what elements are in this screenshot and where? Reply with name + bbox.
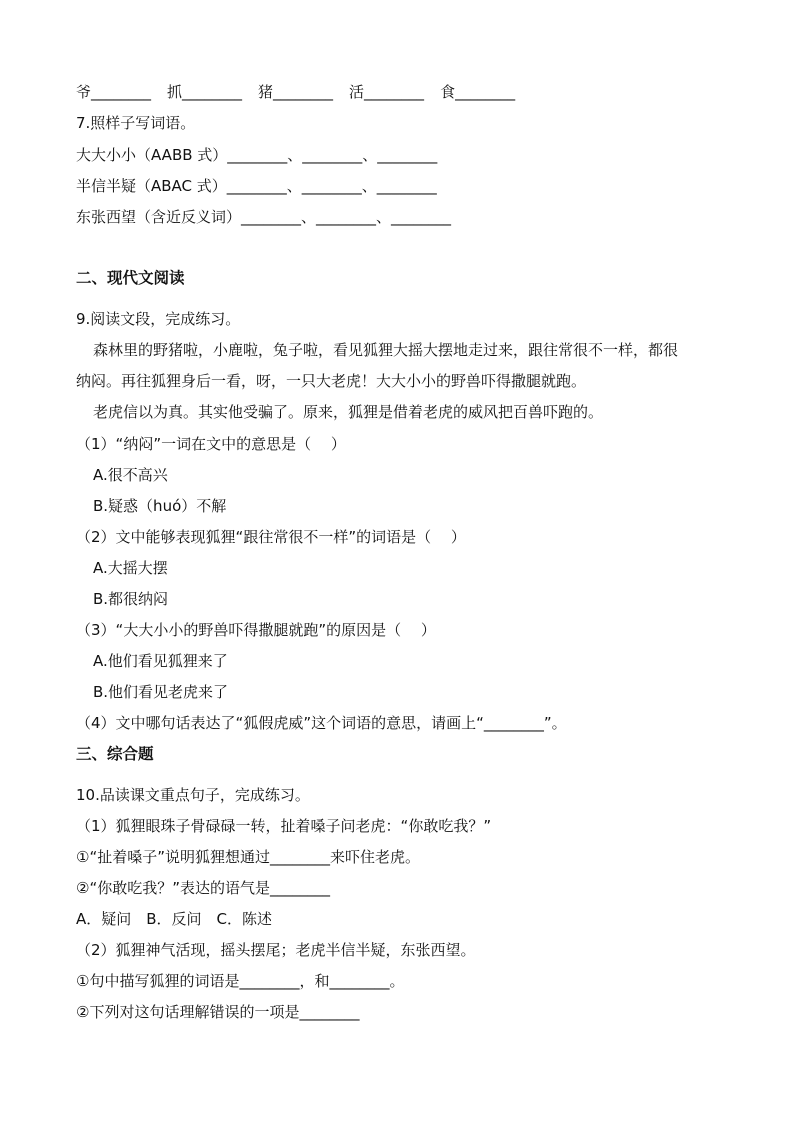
question-9-title: 9.阅读文段，完成练习。 <box>76 310 241 328</box>
section-heading-reading: 二、现代文阅读 <box>76 269 185 287</box>
question-10-2-a: ①句中描写狐狸的词语是________，和________。 <box>76 972 405 990</box>
blank-item-2: 抓________ <box>167 83 243 101</box>
question-9-2: （2）文中能够表现狐狸“跟往常很不一样”的词语是（ ） <box>76 528 466 546</box>
question-7-abac: 半信半疑（ABAC 式）________、________、________ <box>76 177 437 195</box>
question-10-title: 10.品读课文重点句子，完成练习。 <box>76 786 310 804</box>
blank-item-1: 爷________ <box>76 83 152 101</box>
passage-line-3: 老虎信以为真。其实他受骗了。原来，狐狸是借着老虎的威风把百兽吓跑的。 <box>93 403 604 421</box>
option-9-2-a: A.大摇大摆 <box>93 559 168 577</box>
question-10-2-b: ②下列对这句话理解错误的一项是________ <box>76 1003 360 1021</box>
option-9-3-b: B.他们看见老虎来了 <box>93 683 229 701</box>
option-9-3-a: A.他们看见狐狸来了 <box>93 652 228 670</box>
blank-item-3: 猪________ <box>258 83 334 101</box>
passage-line-2: 纳闷。再往狐狸身后一看，呀，一只大老虎！大大小小的野兽吓得撒腿就跑。 <box>76 372 587 390</box>
question-9-4: （4）文中哪句话表达了“狐假虎威”这个词语的意思，请画上“________”。 <box>76 714 567 732</box>
question-10-2: （2）狐狸神气活现，摇头摆尾；老虎半信半疑，东张西望。 <box>76 941 476 959</box>
question-10-1-b: ②“你敢吃我？”表达的语气是________ <box>76 879 330 897</box>
question-7-aabb: 大大小小（AABB 式）________、________、________ <box>76 146 438 164</box>
option-9-1-b: B.疑惑（huó）不解 <box>93 497 227 515</box>
option-9-1-a: A.很不高兴 <box>93 466 168 484</box>
question-9-3: （3）“大大小小的野兽吓得撒腿就跑”的原因是（ ） <box>76 621 436 639</box>
question-7-title: 7.照样子写词语。 <box>76 114 196 132</box>
passage-line-1: 森林里的野猪啦，小鹿啦，兔子啦，看见狐狸大摇大摆地走过来，跟往常很不一样，都很 <box>93 341 679 359</box>
fill-blank-row <box>76 82 515 102</box>
question-10-1-a: ①“扯着嗓子”说明狐狸想通过________来吓住老虎。 <box>76 848 420 866</box>
question-9-1: （1）“纳闷”一词在文中的意思是（ ） <box>76 435 346 453</box>
section-heading-comprehensive: 三、综合题 <box>76 745 154 763</box>
question-7-antonym: 东张西望（含近反义词）________、________、________ <box>76 208 452 226</box>
option-9-2-b: B.都很纳闷 <box>93 590 169 608</box>
blank-item-4: 活________ <box>349 83 425 101</box>
blank-item-5: 食________ <box>440 83 516 101</box>
question-10-1: （1）狐狸眼珠子骨碌碌一转，扯着嗓子问老虎：“你敢吃我？” <box>76 817 492 835</box>
question-10-1-options: A．疑问 B．反问 C．陈述 <box>76 910 273 928</box>
